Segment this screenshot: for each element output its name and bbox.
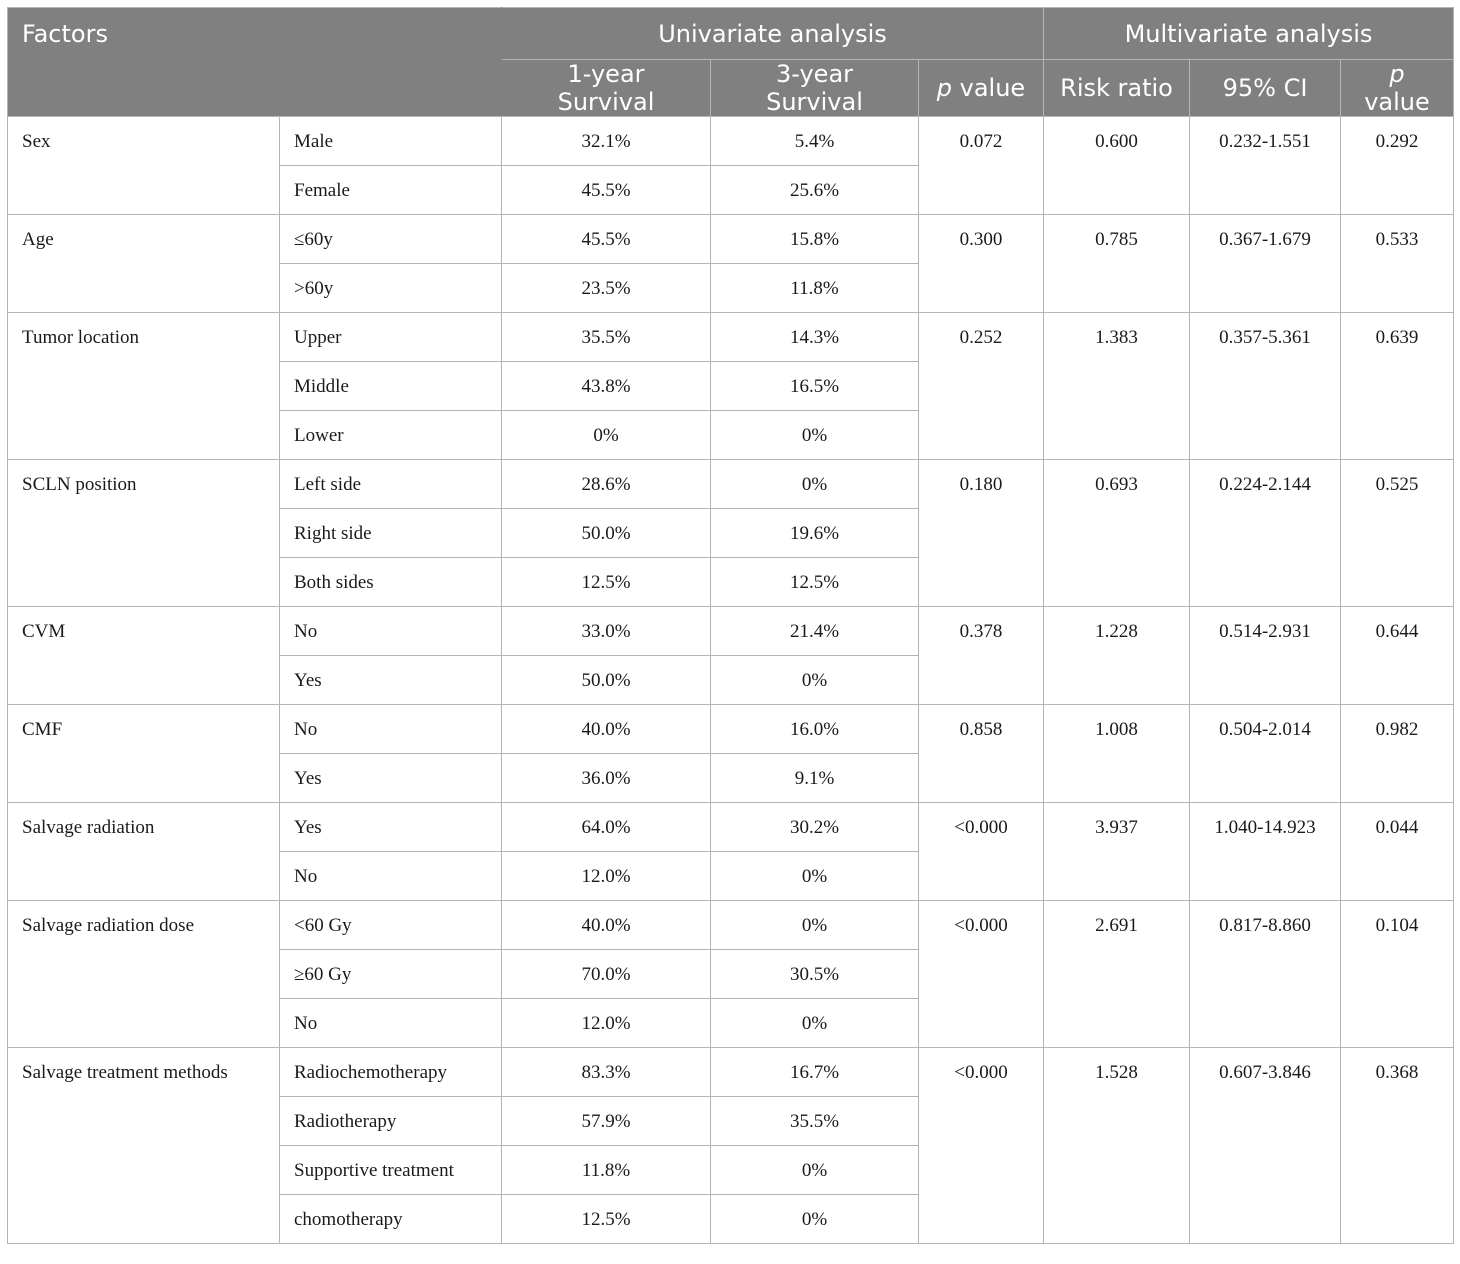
one-year-survival-cell: 43.8% [502, 362, 711, 411]
ci-cell: 0.232-1.551 [1190, 117, 1341, 215]
p-value-univariate-cell: 0.252 [919, 313, 1044, 460]
p-value-multivariate-cell: 0.639 [1341, 313, 1454, 460]
three-year-survival-cell: 0% [711, 852, 919, 901]
p-value-univariate-cell: 0.300 [919, 215, 1044, 313]
one-year-survival-cell: 70.0% [502, 950, 711, 999]
p-value-multivariate-cell: 0.525 [1341, 460, 1454, 607]
three-year-survival-cell: 0% [711, 656, 919, 705]
p-value-multivariate-cell: 0.533 [1341, 215, 1454, 313]
factor-cell: SCLN position [8, 460, 280, 607]
one-year-survival-cell: 28.6% [502, 460, 711, 509]
three-year-survival-cell: 19.6% [711, 509, 919, 558]
three-year-survival-cell: 30.5% [711, 950, 919, 999]
ci-cell: 0.607-3.846 [1190, 1048, 1341, 1244]
three-year-survival-cell: 25.6% [711, 166, 919, 215]
p-value-multivariate-cell: 0.982 [1341, 705, 1454, 803]
header-univariate: Univariate analysis [502, 8, 1044, 60]
p-value-univariate-cell: <0.000 [919, 1048, 1044, 1244]
risk-ratio-cell: 2.691 [1044, 901, 1190, 1048]
ci-cell: 0.817-8.860 [1190, 901, 1341, 1048]
risk-ratio-cell: 0.693 [1044, 460, 1190, 607]
level-cell: Lower [280, 411, 502, 460]
p-italic: p [936, 74, 953, 102]
three-year-survival-cell: 0% [711, 901, 919, 950]
p-value-rest: value [952, 74, 1026, 102]
level-cell: <60 Gy [280, 901, 502, 950]
three-year-survival-cell: 0% [711, 1195, 919, 1244]
factor-cell: Salvage radiation [8, 803, 280, 901]
one-year-survival-cell: 36.0% [502, 754, 711, 803]
risk-ratio-cell: 0.600 [1044, 117, 1190, 215]
three-year-survival-cell: 16.5% [711, 362, 919, 411]
ci-cell: 0.514-2.931 [1190, 607, 1341, 705]
one-year-survival-cell: 0% [502, 411, 711, 460]
level-cell: Radiochemotherapy [280, 1048, 502, 1097]
three-year-survival-cell: 35.5% [711, 1097, 919, 1146]
p-value-univariate-cell: 0.378 [919, 607, 1044, 705]
one-year-survival-cell: 45.5% [502, 166, 711, 215]
three-year-survival-cell: 9.1% [711, 754, 919, 803]
header-multivariate: Multivariate analysis [1044, 8, 1454, 60]
p-value-multivariate-cell: 0.292 [1341, 117, 1454, 215]
table-row [8, 460, 1454, 509]
one-year-survival-cell: 83.3% [502, 1048, 711, 1097]
factor-cell: Age [8, 215, 280, 313]
three-year-survival-cell: 0% [711, 999, 919, 1048]
survival-analysis-table [7, 7, 1454, 1244]
one-year-survival-cell: 35.5% [502, 313, 711, 362]
ci-cell: 1.040-14.923 [1190, 803, 1341, 901]
p-value-rest: value [1364, 88, 1430, 116]
p-value-multivariate-cell: 0.368 [1341, 1048, 1454, 1244]
one-year-survival-cell: 64.0% [502, 803, 711, 852]
table-row [8, 705, 1454, 754]
p-value-univariate-cell: <0.000 [919, 803, 1044, 901]
risk-ratio-cell: 1.008 [1044, 705, 1190, 803]
ci-cell: 0.224-2.144 [1190, 460, 1341, 607]
header-1-year-survival: 1-year Survival [502, 60, 711, 117]
level-cell: Left side [280, 460, 502, 509]
header-factors: Factors [8, 8, 502, 117]
risk-ratio-cell: 1.383 [1044, 313, 1190, 460]
p-value-univariate-cell: 0.858 [919, 705, 1044, 803]
one-year-survival-cell: 12.0% [502, 999, 711, 1048]
risk-ratio-cell: 0.785 [1044, 215, 1190, 313]
one-year-survival-cell: 23.5% [502, 264, 711, 313]
p-value-univariate-cell: 0.072 [919, 117, 1044, 215]
level-cell: Right side [280, 509, 502, 558]
factor-cell: CVM [8, 607, 280, 705]
level-cell: >60y [280, 264, 502, 313]
table-body [8, 117, 1454, 1244]
header-p-value-multivariate [1341, 60, 1454, 117]
table-row [8, 607, 1454, 656]
p-value-multivariate-cell: 0.644 [1341, 607, 1454, 705]
level-cell: No [280, 607, 502, 656]
table-row [8, 215, 1454, 264]
table-row [8, 313, 1454, 362]
one-year-survival-cell: 12.0% [502, 852, 711, 901]
one-year-survival-cell: 12.5% [502, 1195, 711, 1244]
level-cell: chomotherapy [280, 1195, 502, 1244]
one-year-survival-cell: 57.9% [502, 1097, 711, 1146]
table-row [8, 901, 1454, 950]
ci-cell: 0.357-5.361 [1190, 313, 1341, 460]
p-italic: p [1389, 60, 1405, 88]
level-cell: Both sides [280, 558, 502, 607]
header-3-year-survival: 3-year Survival [711, 60, 919, 117]
table-row [8, 1048, 1454, 1097]
p-value-multivariate-cell: 0.044 [1341, 803, 1454, 901]
level-cell: Supportive treatment [280, 1146, 502, 1195]
one-year-survival-cell: 50.0% [502, 656, 711, 705]
header-p-value-univariate [919, 60, 1044, 117]
header-95-ci: 95% CI [1190, 60, 1341, 117]
level-cell: Yes [280, 803, 502, 852]
level-cell: Yes [280, 656, 502, 705]
three-year-survival-cell: 11.8% [711, 264, 919, 313]
three-year-survival-cell: 30.2% [711, 803, 919, 852]
risk-ratio-cell: 3.937 [1044, 803, 1190, 901]
p-value-univariate-cell: 0.180 [919, 460, 1044, 607]
three-year-survival-cell: 12.5% [711, 558, 919, 607]
one-year-survival-cell: 11.8% [502, 1146, 711, 1195]
three-year-survival-cell: 0% [711, 1146, 919, 1195]
risk-ratio-cell: 1.228 [1044, 607, 1190, 705]
level-cell: No [280, 852, 502, 901]
table-header [8, 8, 1454, 117]
one-year-survival-cell: 33.0% [502, 607, 711, 656]
factor-cell: Salvage radiation dose [8, 901, 280, 1048]
three-year-survival-cell: 16.0% [711, 705, 919, 754]
one-year-survival-cell: 12.5% [502, 558, 711, 607]
three-year-survival-cell: 21.4% [711, 607, 919, 656]
level-cell: Upper [280, 313, 502, 362]
one-year-survival-cell: 32.1% [502, 117, 711, 166]
one-year-survival-cell: 45.5% [502, 215, 711, 264]
level-cell: No [280, 999, 502, 1048]
factor-cell: Tumor location [8, 313, 280, 460]
table-row [8, 117, 1454, 166]
p-value-multivariate-cell: 0.104 [1341, 901, 1454, 1048]
level-cell: ≤60y [280, 215, 502, 264]
ci-cell: 0.504-2.014 [1190, 705, 1341, 803]
table-row [8, 803, 1454, 852]
risk-ratio-cell: 1.528 [1044, 1048, 1190, 1244]
factor-cell: CMF [8, 705, 280, 803]
factor-cell: Sex [8, 117, 280, 215]
one-year-survival-cell: 40.0% [502, 901, 711, 950]
level-cell: Yes [280, 754, 502, 803]
three-year-survival-cell: 15.8% [711, 215, 919, 264]
factor-cell: Salvage treatment methods [8, 1048, 280, 1244]
p-value-univariate-cell: <0.000 [919, 901, 1044, 1048]
level-cell: No [280, 705, 502, 754]
header-risk-ratio: Risk ratio [1044, 60, 1190, 117]
three-year-survival-cell: 0% [711, 460, 919, 509]
level-cell: Radiotherapy [280, 1097, 502, 1146]
level-cell: ≥60 Gy [280, 950, 502, 999]
three-year-survival-cell: 14.3% [711, 313, 919, 362]
one-year-survival-cell: 50.0% [502, 509, 711, 558]
one-year-survival-cell: 40.0% [502, 705, 711, 754]
three-year-survival-cell: 5.4% [711, 117, 919, 166]
ci-cell: 0.367-1.679 [1190, 215, 1341, 313]
three-year-survival-cell: 0% [711, 411, 919, 460]
three-year-survival-cell: 16.7% [711, 1048, 919, 1097]
level-cell: Male [280, 117, 502, 166]
level-cell: Middle [280, 362, 502, 411]
level-cell: Female [280, 166, 502, 215]
